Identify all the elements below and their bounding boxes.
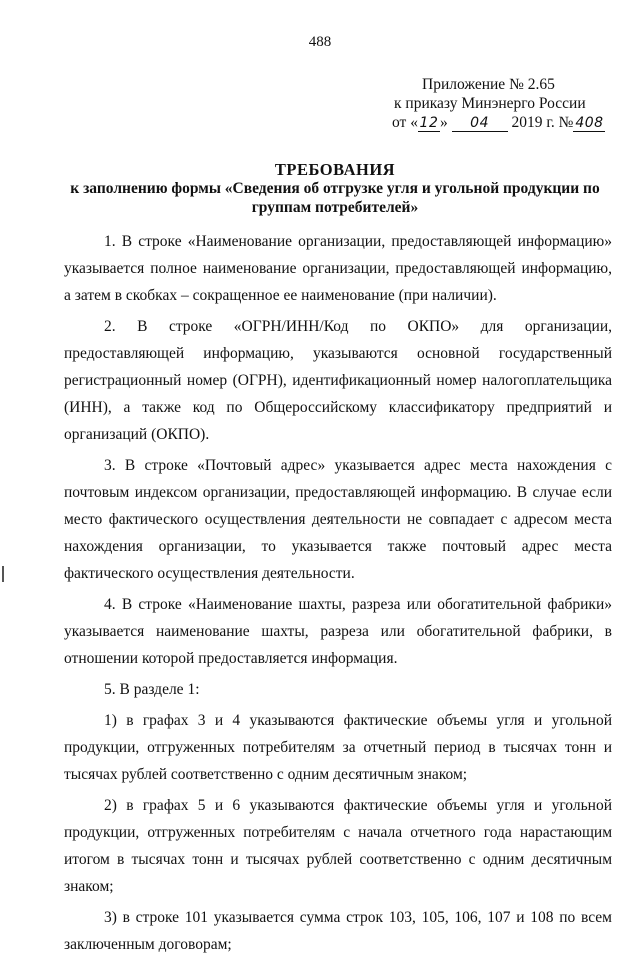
paragraph-5: 5. В разделе 1: (104, 681, 200, 698)
scan-edge-mark (2, 566, 4, 582)
title-subtitle: к заполнению формы «Сведения об отгрузке угля и угольной продукции по группам потребителей» (70, 180, 600, 216)
page-number: 488 (308, 34, 332, 50)
title-main: ТРЕБОВАНИЯ (274, 160, 396, 179)
date-year: 2019 г. № (507, 114, 574, 131)
paragraph-2: 2. В строке «ОГРН/ИНН/Код по ОКПО» для организации, предоставляющей информацию, указываются основной государственный регистрационный номер (ОГРН), идентификационный номер налогоплательщика (ИНН), а также код по Общероссийскому классификатору предприятий и организаций (ОКПО). (64, 318, 612, 443)
date-prefix: от « (392, 114, 418, 131)
date-mid: » (439, 114, 452, 131)
date-day: 12 (419, 115, 439, 131)
order-number: 408 (575, 115, 604, 131)
paragraph-5-3: 3) в строке 101 указывается сумма строк 103, 105, 106, 107 и 108 по всем заключенным договорам; (64, 909, 612, 953)
paragraph-1: 1. В строке «Наименование организации, предоставляющей информацию» указывается полное наименование организации, предоставляющей информацию, а затем в скобках – сокращенное ее наименование (при наличии). (64, 233, 612, 304)
appendix-line-1: Приложение № 2.65 (422, 76, 555, 93)
document-title (60, 160, 610, 217)
appendix-block (392, 75, 622, 132)
paragraph-4: 4. В строке «Наименование шахты, разреза или обогатительной фабрики» указывается наименование шахты, разреза или обогатительной фабрики, в отношении которой предоставляется информация. (64, 596, 612, 667)
appendix-line-2: к приказу Минэнерго России (394, 95, 586, 112)
document-body (64, 228, 612, 962)
appendix-date-line (392, 113, 622, 132)
date-month: 04 (452, 116, 508, 132)
paragraph-5-1: 1) в графах 3 и 4 указываются фактические объемы угля и угольной продукции, отгруженных потребителям за отчетный период в тысячах тонн и тысячах рублей соответственно с одним десятичным знаком; (64, 712, 612, 783)
paragraph-3: 3. В строке «Почтовый адрес» указывается адрес места нахождения с почтовым индексом организации, предоставляющей информацию. В случае если место фактического осуществления деятельности не совпадает с адресом места нахождения организации, то указывается также почтовый адрес места фактического осуществления деятельности. (64, 457, 612, 582)
paragraph-5-2: 2) в графах 5 и 6 указываются фактические объемы угля и угольной продукции, отгруженных потребителям с начала отчетного года нарастающим итогом в тысячах тонн и тысячах рублей соответственно с одним десятичным знаком; (64, 797, 612, 895)
